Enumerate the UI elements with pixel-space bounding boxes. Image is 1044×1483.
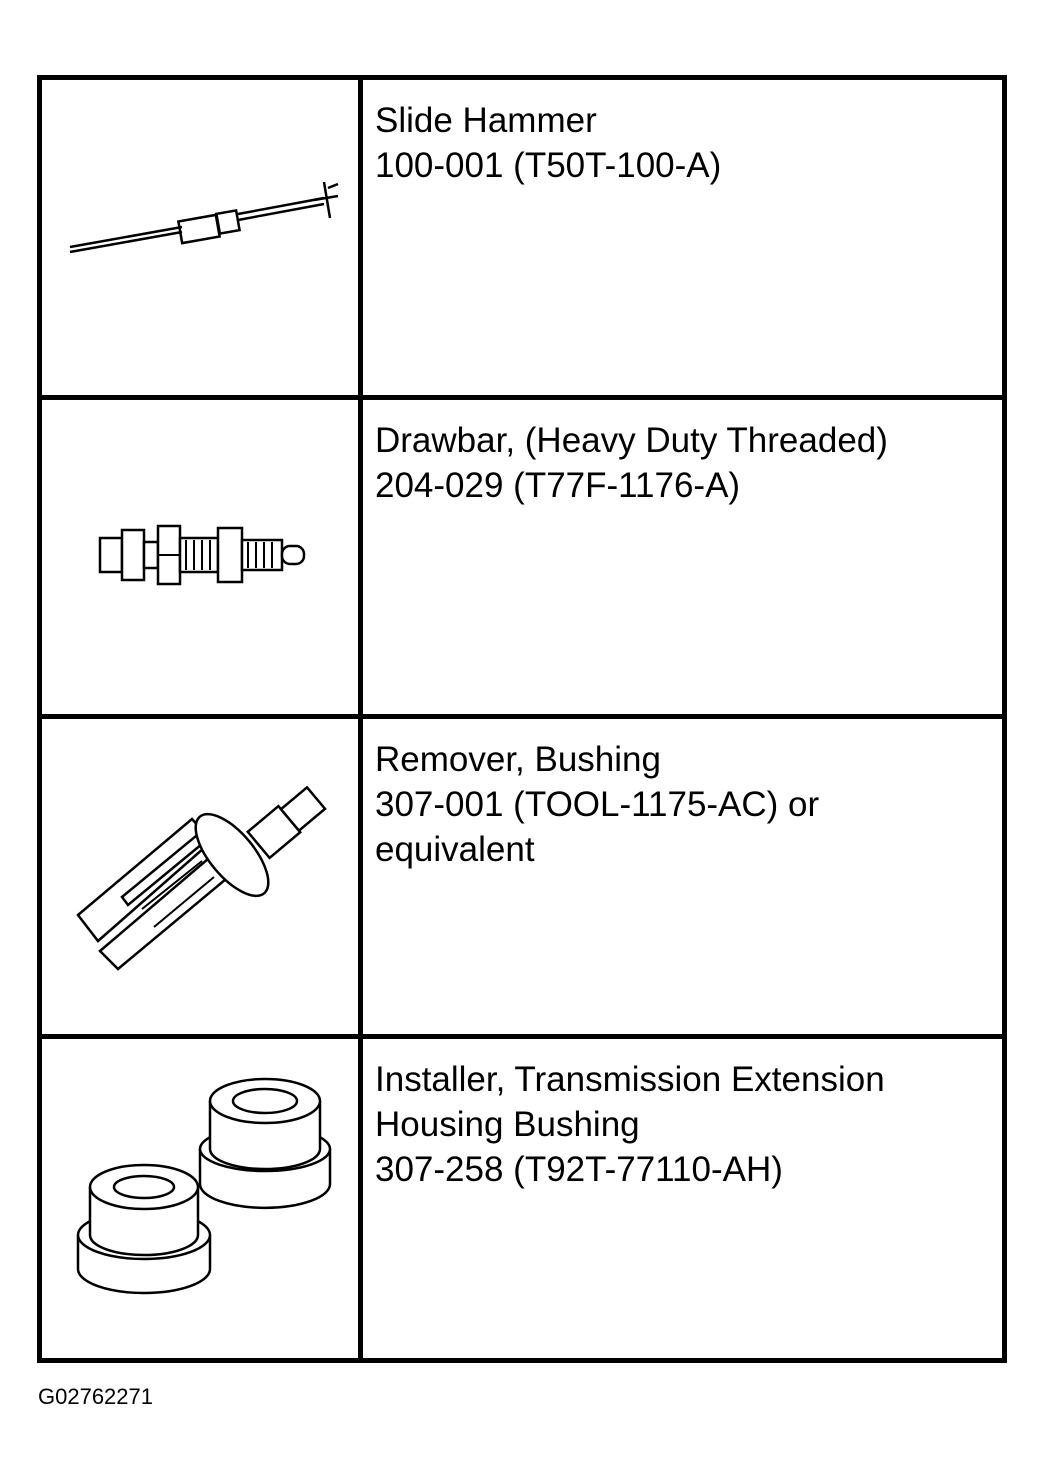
slide-hammer-illustration-icon: [42, 80, 358, 396]
tool-part-number: 204-029 (T77F-1176-A): [375, 465, 741, 505]
tool-image-cell: [42, 80, 363, 400]
tool-description: [363, 80, 1002, 400]
special-tools-table: [37, 75, 1007, 1363]
tool-name-continued: Housing Bushing: [375, 1104, 640, 1144]
tool-name: Slide Hammer: [375, 101, 597, 140]
tool-part-number: 307-258 (T92T-77110-AH): [375, 1149, 783, 1189]
tool-image-cell: [42, 400, 363, 720]
drawbar-illustration-icon: [42, 400, 358, 716]
tool-name: Drawbar, (Heavy Duty Threaded): [375, 420, 888, 460]
tool-name: Remover, Bushing: [375, 740, 661, 779]
tool-name: Installer, Transmission Extension: [375, 1059, 885, 1099]
tool-description: [363, 719, 1002, 1039]
tool-image-cell: [42, 719, 363, 1039]
tool-image-cell: [42, 1039, 363, 1359]
bushing-remover-illustration-icon: [42, 719, 358, 1035]
tool-part-number: 307-001 (TOOL-1175-AC) or: [375, 785, 820, 824]
tool-description: [363, 400, 1002, 720]
tool-description: [363, 1039, 1002, 1359]
tool-note: equivalent: [375, 830, 535, 869]
bushing-installer-illustration-icon: [42, 1039, 358, 1355]
tool-part-number: 100-001 (T50T-100-A): [375, 146, 722, 185]
figure-id: G02762271: [38, 1384, 153, 1409]
